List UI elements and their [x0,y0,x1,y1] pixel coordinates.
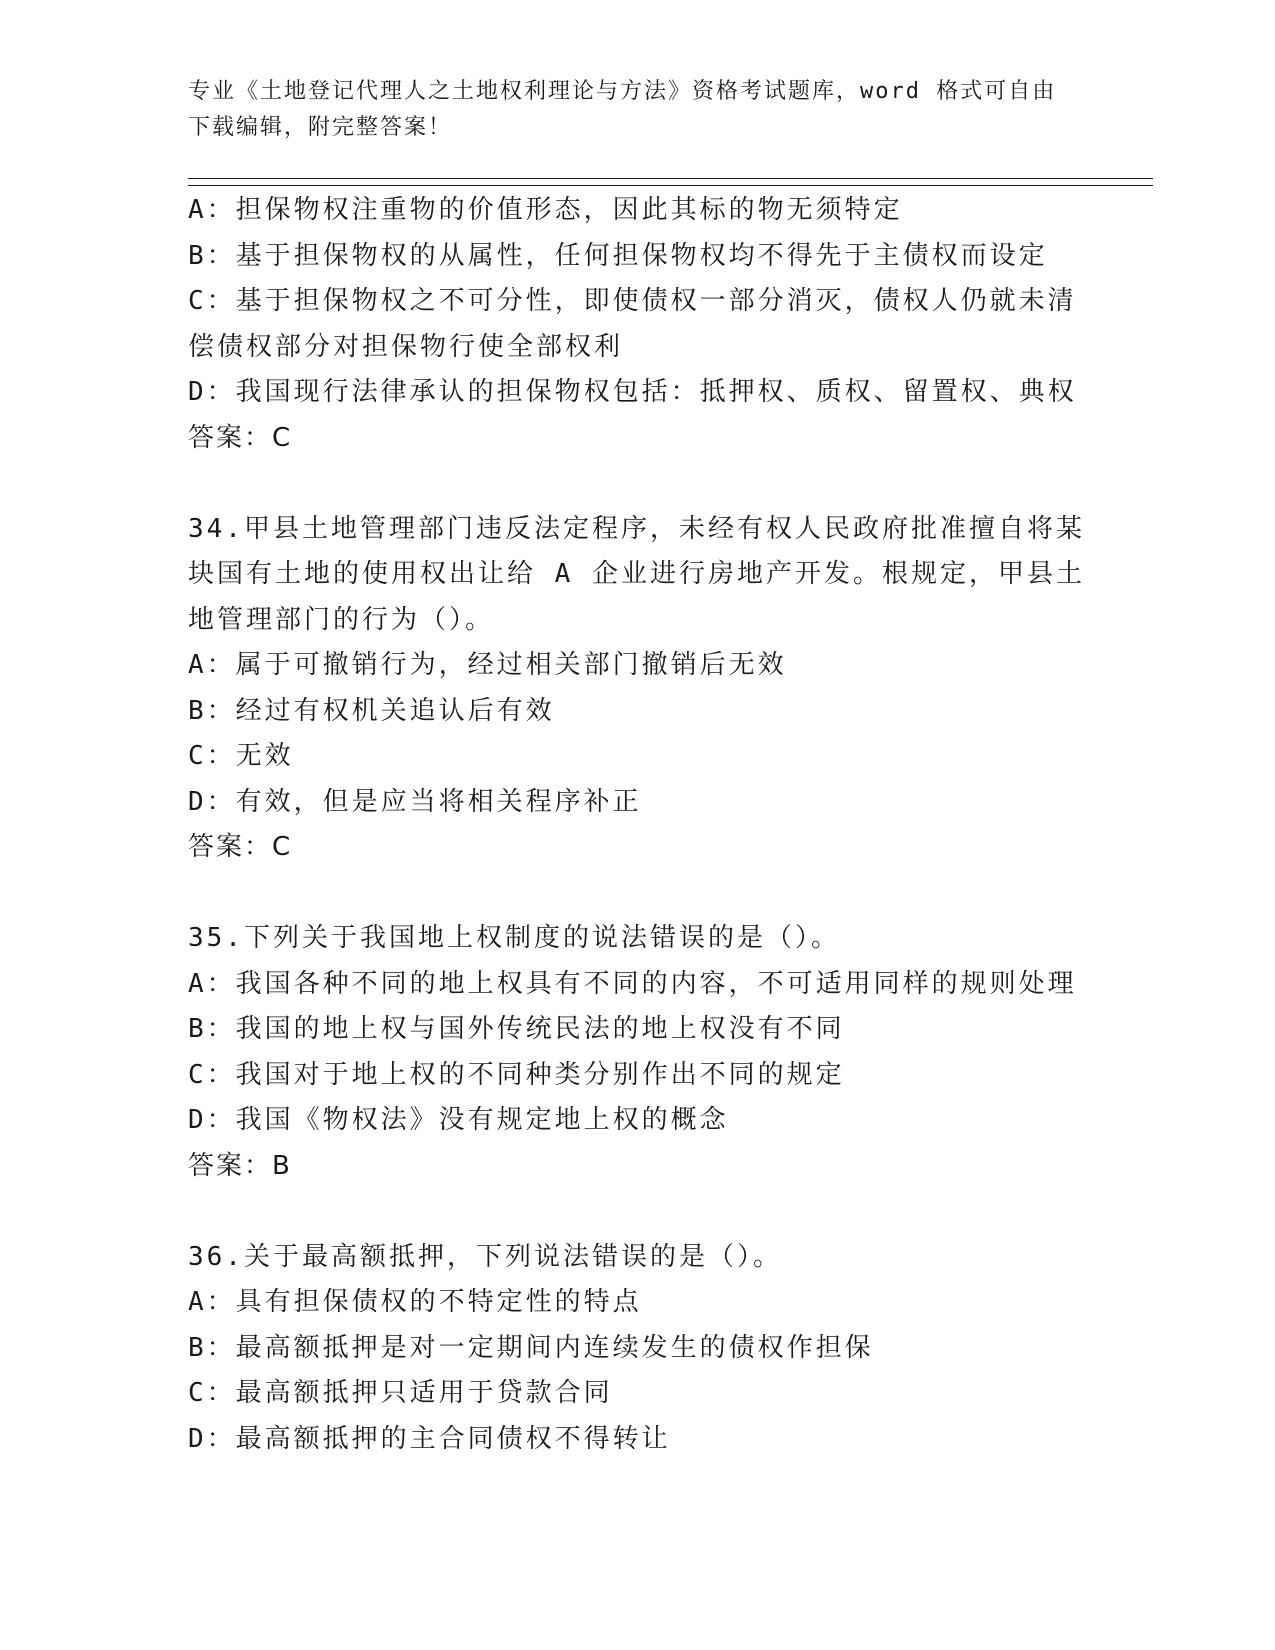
question-stem: 36.关于最高额抵押，下列说法错误的是（）。 [188,1241,782,1272]
option-b: B：最高额抵押是对一定期间内连续发生的债权作担保 [188,1332,874,1363]
spacer [188,1189,1088,1235]
option-b: B：我国的地上权与国外传统民法的地上权没有不同 [188,1014,845,1044]
option-c: C：无效 [188,741,294,771]
question-35 [188,916,1088,1189]
option-b: B：经过有权机关追认后有效 [188,695,555,726]
option-c-continued: 偿债权部分对担保物行使全部权利 [188,331,624,362]
question-33-continued [188,188,1088,461]
question-stem: 35.下列关于我国地上权制度的说法错误的是（）。 [188,923,840,953]
option-a: A：具有担保债权的不特定性的特点 [188,1287,642,1317]
answer-line: 答案：B [188,1150,292,1181]
header-double-rule [188,178,1153,186]
option-c: C：最高额抵押只适用于贷款合同 [188,1378,613,1408]
question-stem: 34.甲县土地管理部门违反法定程序，未经有权人民政府批准擅自将某 [188,513,1085,544]
option-c: C：我国对于地上权的不同种类分别作出不同的规定 [188,1059,845,1090]
header-line-2: 下载编辑，附完整答案！ [188,115,453,140]
option-a: A：我国各种不同的地上权具有不同的内容，不可适用同样的规则处理 [188,968,1077,999]
option-c: C：基于担保物权之不可分性，即使债权一部分消灭，债权人仍就未清 [188,286,1077,316]
question-36 [188,1235,1088,1463]
option-a: A：属于可撤销行为，经过相关部门撤销后无效 [188,650,787,680]
option-a: A：担保物权注重物的价值形态，因此其标的物无须特定 [188,195,903,225]
answer-line: 答案：C [188,832,293,862]
header-line-1: 专业《土地登记代理人之土地权利理论与方法》资格考试题库，word 格式可自由 [188,79,1057,104]
document-header [188,74,1068,146]
spacer [188,871,1088,917]
option-d: D：最高额抵押的主合同债权不得转让 [188,1423,671,1454]
option-b: B：基于担保物权的从属性，任何担保物权均不得先于主债权而设定 [188,240,1048,271]
option-d: D：我国《物权法》没有规定地上权的概念 [188,1105,729,1135]
spacer [188,461,1088,507]
document-body [188,188,1088,1462]
option-d: D：我国现行法律承认的担保物权包括：抵押权、质权、留置权、典权 [188,377,1077,407]
option-d: D：有效，但是应当将相关程序补正 [188,786,642,817]
question-stem-continued: 地管理部门的行为（）。 [188,604,495,635]
answer-line: 答案：C [188,422,293,453]
question-stem-continued: 块国有土地的使用权出让给 A 企业进行房地产开发。根规定，甲县土 [188,559,1085,589]
question-34 [188,507,1088,871]
